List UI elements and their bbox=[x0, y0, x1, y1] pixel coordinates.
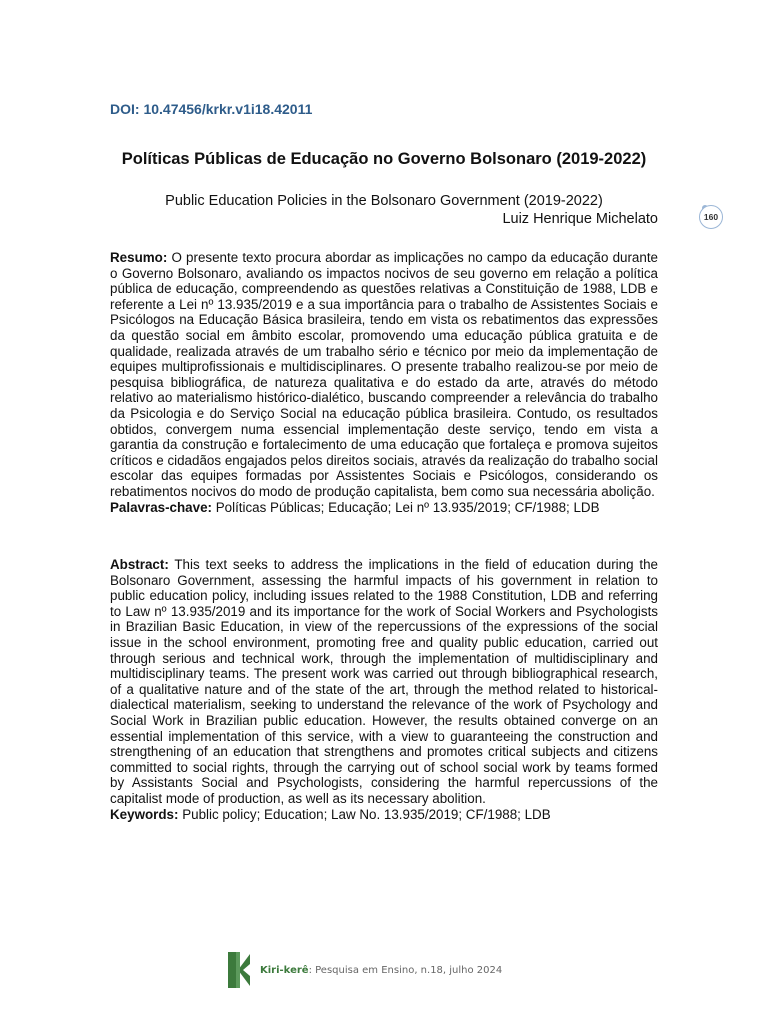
resumo-label: Resumo: bbox=[110, 250, 168, 265]
footer-brand: Kiri-kerê bbox=[260, 964, 309, 976]
palavras-chave-text: Políticas Públicas; Educação; Lei nº 13.935/2019; CF/1988; LDB bbox=[212, 499, 600, 515]
palavras-chave-label: Palavras-chave: bbox=[110, 499, 212, 515]
abstract-label: Abstract: bbox=[110, 557, 169, 572]
abstract-text: This text seeks to address the implications in the field of education during the Bolsonaro Government, assessing the harmful impacts of his government in relation to public education policy, including issues related to the 1988 Constitution, LDB and referring to Law nº 13.935/2019 and its importance for the work of Social Workers and Psychologists in Brazilian Basic Education, in view of the repercussions of the expressions of the social issue in the school environment, promoting free and quality public education, carried out through serious and technical work, through the implementation of multidisciplinary and multidisciplinary teams. The present work was carried out through bibliographical research, of a qualitative nature and of the state of the art, through the method related to historical-dialectical materialism, seeking to understand the relevance of the work of Psychology and Social Work in Brazilian public education. However, the results obtained converge on an essential implementation of this service, with a view to guaranteeing the construction and strengthening of an education that strengthens and promotes critical subjects and citizens committed to social rights, through the carrying out of school social work by teams formed by Assistants Social and Psychologists, considering the harmful repercussions of the capitalist mode of production, as well as its necessary abolition. bbox=[110, 557, 658, 806]
resumo-paragraph bbox=[110, 250, 658, 500]
keywords-label: Keywords: bbox=[110, 806, 179, 822]
page-number-badge bbox=[699, 205, 723, 229]
doi-link[interactable]: DOI: 10.47456/krkr.v1i18.42011 bbox=[110, 101, 313, 117]
paper-subtitle: Public Education Policies in the Bolsonaro Government (2019-2022) bbox=[165, 193, 603, 209]
paper-title: Políticas Públicas de Educação no Governo Bolsonaro (2019-2022) bbox=[121, 150, 647, 168]
journal-logo-icon bbox=[226, 950, 252, 990]
footer-citation bbox=[260, 965, 502, 976]
resumo-section bbox=[110, 250, 658, 515]
keywords bbox=[110, 807, 658, 823]
abstract-paragraph bbox=[110, 557, 658, 807]
page-footer bbox=[226, 950, 502, 990]
keywords-text: Public policy; Education; Law No. 13.935/2019; CF/1988; LDB bbox=[178, 806, 551, 822]
author-name: Luiz Henrique Michelato bbox=[502, 211, 658, 227]
page-number: 160 bbox=[703, 212, 719, 222]
footer-rest: : Pesquisa em Ensino, n.18, julho 2024 bbox=[308, 964, 503, 976]
palavras-chave bbox=[110, 500, 658, 516]
resumo-text: O presente texto procura abordar as implicações no campo da educação durante o Governo Bolsonaro, avaliando os impactos nocivos de seu governo em relação a política pública de educação, compreendendo as questões relativas a Constituição de 1988, LDB e referente a Lei nº 13.935/2019 e a sua importância para o trabalho de Assistentes Sociais e Psicólogos na Educação Básica brasileira, tendo em vista os rebatimentos das expressões da questão social em âmbito escolar, promovendo uma educação pública gratuita e de qualidade, realizada através de um trabalho sério e técnico por meio da implementação de equipes multiprofissionais e multidisciplinares. O presente trabalho realizou-se por meio de pesquisa bibliográfica, de natureza qualitativa e do estado da arte, através do método relativo ao materialismo histórico-dialético, buscando compreender a relevância do trabalho da Psicologia e do Serviço Social na educação pública brasileira. Contudo, os resultados obtidos, convergem numa essencial implementação deste serviço, tendo em vista a garantia da construção e fortalecimento de uma educação que fortaleça e promova sujeitos críticos e cidadãos engajados pelos direitos sociais, através da realização do trabalho social escolar das equipes formadas por Assistentes Sociais e Psicólogos, considerando os rebatimentos nocivos do modo de produção capitalista, bem como sua necessária abolição. bbox=[110, 250, 658, 499]
abstract-section bbox=[110, 557, 658, 822]
